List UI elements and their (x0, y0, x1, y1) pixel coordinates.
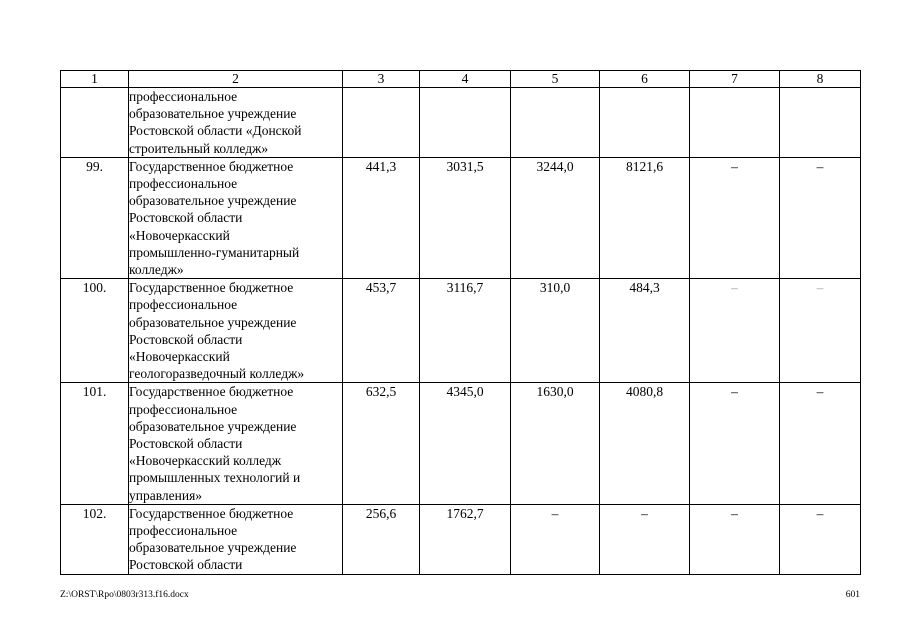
name-line: строительный колледж» (129, 140, 269, 156)
value-cell: 632,5 (343, 383, 420, 504)
column-header: 1 (61, 71, 129, 88)
value-cell: 441,3 (343, 157, 420, 278)
row-number: 101. (61, 383, 129, 504)
column-header: 8 (780, 71, 861, 88)
value-cell: – (690, 279, 780, 383)
name-line: «Новочеркасский колледж (129, 453, 282, 469)
value-cell: – (780, 157, 861, 278)
table-row (61, 88, 861, 158)
column-header: 4 (420, 71, 511, 88)
name-line: промышленно-гуманитарный (129, 244, 300, 260)
name-line: профессиональное (129, 523, 238, 539)
name-line: профессиональное (129, 401, 238, 417)
name-line: Ростовской области (129, 210, 243, 226)
name-line: колледж» (129, 262, 184, 278)
name-line: Государственное бюджетное (129, 505, 294, 521)
row-number: 99. (61, 157, 129, 278)
value-cell (420, 88, 511, 158)
institution-name (129, 157, 343, 278)
name-line: профессиональное (129, 89, 238, 104)
institution-name (129, 504, 343, 574)
value-cell: 4080,8 (600, 383, 690, 504)
column-header: 6 (600, 71, 690, 88)
value-cell: 1630,0 (511, 383, 600, 504)
value-cell: 453,7 (343, 279, 420, 383)
column-header: 3 (343, 71, 420, 88)
value-cell (690, 88, 780, 158)
name-line: образовательное учреждение (129, 314, 297, 330)
budget-table (60, 70, 861, 575)
name-line: образовательное учреждение (129, 193, 297, 209)
value-cell: – (511, 504, 600, 574)
value-cell: 3031,5 (420, 157, 511, 278)
name-line: геологоразведочный колледж» (129, 366, 305, 382)
value-cell: 4345,0 (420, 383, 511, 504)
name-line: «Новочеркасский (129, 349, 230, 365)
column-header: 5 (511, 71, 600, 88)
value-cell: – (690, 504, 780, 574)
name-line: образовательное учреждение (129, 540, 297, 556)
name-line: управления» (129, 487, 203, 503)
column-header: 2 (129, 71, 343, 88)
name-line: образовательное учреждение (129, 418, 297, 434)
table-row (61, 383, 861, 504)
value-cell: – (780, 383, 861, 504)
name-line: Государственное бюджетное (129, 280, 294, 296)
value-cell: 3116,7 (420, 279, 511, 383)
name-line: Государственное бюджетное (129, 384, 294, 400)
table-row (61, 504, 861, 574)
footer-file-path: Z:\ORST\Rpo\0803r313.f16.docx (60, 590, 189, 600)
value-cell: 3244,0 (511, 157, 600, 278)
value-cell: – (690, 157, 780, 278)
name-line: профессиональное (129, 297, 238, 313)
name-line: Ростовской области (129, 331, 243, 347)
institution-name (129, 383, 343, 504)
value-cell: 256,6 (343, 504, 420, 574)
footer-page-number: 601 (845, 590, 860, 600)
value-cell: 310,0 (511, 279, 600, 383)
row-number: 100. (61, 279, 129, 383)
name-line: промышленных технологий и (129, 470, 301, 486)
name-line: Ростовской области (129, 436, 243, 452)
value-cell: 1762,7 (420, 504, 511, 574)
value-cell (511, 88, 600, 158)
name-line: Ростовской области «Донской (129, 123, 302, 139)
institution-name (129, 279, 343, 383)
value-cell (780, 88, 861, 158)
row-number: 102. (61, 504, 129, 574)
row-number (61, 88, 129, 158)
value-cell (343, 88, 420, 158)
table-header-row (61, 71, 861, 88)
value-cell (600, 88, 690, 158)
value-cell: – (780, 279, 861, 383)
column-header: 7 (690, 71, 780, 88)
institution-name (129, 88, 343, 158)
name-line: образовательное учреждение (129, 106, 297, 122)
name-line: Ростовской области (129, 557, 243, 573)
value-cell: 8121,6 (600, 157, 690, 278)
name-line: «Новочеркасский (129, 227, 230, 243)
value-cell: 484,3 (600, 279, 690, 383)
value-cell: – (690, 383, 780, 504)
table-row (61, 157, 861, 278)
value-cell: – (780, 504, 861, 574)
name-line: Государственное бюджетное (129, 158, 294, 174)
table-row (61, 279, 861, 383)
value-cell: – (600, 504, 690, 574)
name-line: профессиональное (129, 176, 238, 192)
